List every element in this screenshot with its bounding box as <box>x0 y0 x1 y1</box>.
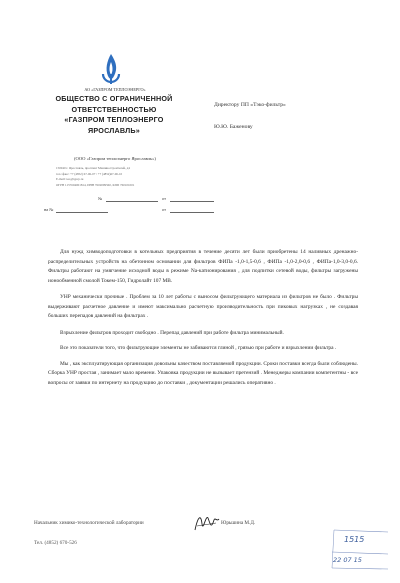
stamp-registration-number: 1515 <box>344 535 365 544</box>
outgoing-date-label: от <box>162 196 166 201</box>
stamp-registration-date: 22 07 15 <box>333 556 362 564</box>
gazprom-flame-logo-icon <box>96 52 126 90</box>
body-paragraph-2: УНР механически прочные . Проблем за 10 лет работы с выносом фильтрующего материала из фильтров не было . Фильтры выдерживают расчетное давление и имеют максимально расчетную производительность при пиковых нагрузках , не создавая больших перепадов давлений на фильтрах . <box>48 294 358 319</box>
company-name-line-1: ОБЩЕСТВО С ОГРАНИЧЕННОЙ <box>55 94 173 103</box>
incoming-date-blank <box>170 207 214 213</box>
recipient-name: Ю.Ю. Баженову <box>214 124 253 130</box>
address-line-4: ОГРН 1157604001814, ИНН 7602099560, КПП 760101001 <box>56 182 135 187</box>
company-address <box>56 166 174 188</box>
recipient-title: Директору ПП «Тэко-фильтр» <box>214 102 286 108</box>
company-short-name: (ООО «Газпром теплоэнерго Ярославль») <box>74 156 156 161</box>
incoming-number-label: на № <box>44 207 54 212</box>
registration-stamp-icon <box>330 526 390 572</box>
body-paragraph-1: Для нужд химводоподготовки в котельных предприятия в течение десяти лет были приобретены 14 наливных дренажно-распределительных устройств на обетонном основании для фильтров ФИПа -1,0-1,5-0,6 , ФИПа -1,0-2,0-0,6 , ФИПа-1,0-3,0-0,6. Фильтры работают на умягчение исходной воды в режиме Na-катионирования , для подпитки сетевой воды, фильтры загружены ионообменной смолой Токем-150, Гидролайт 107 МВ. <box>48 249 358 284</box>
incoming-date-label: от <box>162 207 166 212</box>
company-name-line-3: «ГАЗПРОМ ТЕПЛОЭНЕРГО <box>64 115 164 124</box>
company-name <box>50 94 178 136</box>
address-line-1: 150040 г. Ярославль, проспект Машиностроителей, д4 <box>56 166 130 170</box>
address-line-2: тел./факс: +7 (4852) 67-06-07 / +7 (4852)67-06-10 <box>56 171 123 176</box>
company-name-line-4: ЯРОСЛАВЛЬ» <box>88 125 140 135</box>
company-name-line-2: ОТВЕТСТВЕННОСТЬЮ <box>71 104 157 114</box>
parent-company-name: АО «ГАЗПРОМ ТЕПЛОЭНЕРГО» <box>84 87 146 92</box>
body-paragraph-3: Взрыхление фильтров проходит свободно . Перепад давлений при работе фильтра минимальный. <box>60 329 284 336</box>
letter-body <box>48 248 358 395</box>
outgoing-number-label: № <box>98 196 103 201</box>
incoming-number-blank <box>56 207 108 213</box>
signer-title: Начальник химико-технологической лаборатории <box>34 520 144 526</box>
outgoing-number-blank <box>106 196 158 202</box>
body-paragraph-4: Все это показатели того, что фильтрующие элементы не забиваются глиной , грязью при работе и взрыхлении фильтра . <box>60 345 337 351</box>
phone-number: Тел. (4852) 670-526 <box>34 540 77 546</box>
outgoing-date-blank <box>170 196 214 202</box>
address-line-3: E-mail: teo@tgorp.ru <box>56 177 84 181</box>
body-paragraph-5: Мы , как эксплуатирующая организация довольны качеством поставляемой продукции. Сроки поставки всегда были соблюдены. Сборка УНР простая , занимает мало времени. Упаковка продукции не вызывает претензий . Менеджеры компании компетентны - все вопросы от заявки по интернету на продукцию до поставки , документации решались оперативно . <box>48 360 358 386</box>
signer-name: Юрьшина М.Д. <box>221 520 256 526</box>
handwritten-signature-icon <box>192 510 222 536</box>
